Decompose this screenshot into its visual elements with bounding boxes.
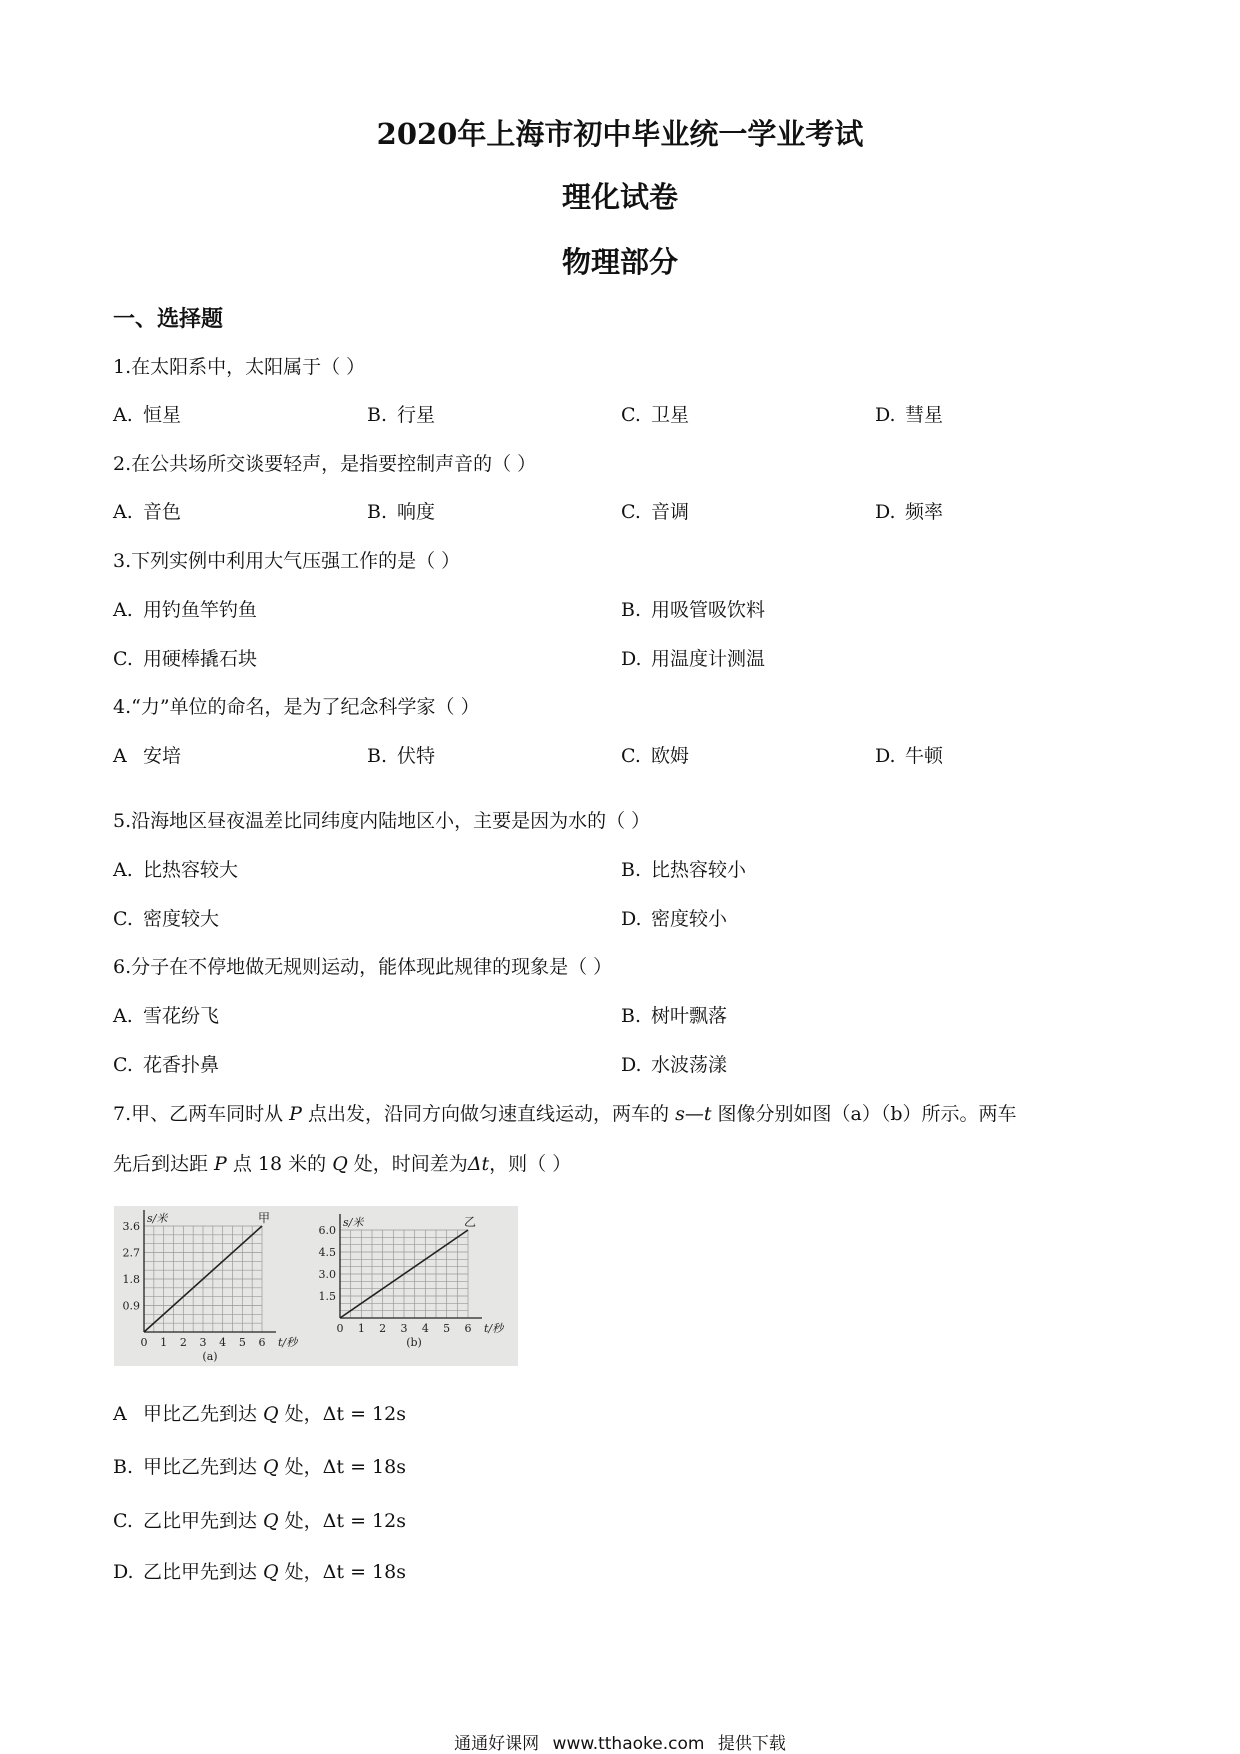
chart-b-x-label: t/秒: [484, 1322, 504, 1335]
q2-option-c: C. 音调: [621, 501, 690, 523]
question-7-stem-line2: 先后到达距 P 点 18 米的 Q 处，时间差为Δt，则（ ）: [113, 1153, 572, 1175]
chart-a-y-label: s/米: [147, 1212, 168, 1225]
question-4-stem: 4.“力”单位的命名，是为了纪念科学家（ ）: [113, 696, 480, 718]
chart-b-y-tick: 1.5: [318, 1290, 336, 1303]
question-6-stem: 6.分子在不停地做无规则运动，能体现此规律的现象是（ ）: [113, 956, 613, 978]
footer-url[interactable]: www.tthaoke.com: [552, 1734, 705, 1754]
chart-b-x-tick: 1: [357, 1322, 365, 1335]
chart-a-x-tick: 5: [238, 1336, 246, 1349]
question-7-stem-line1: 7.甲、乙两车同时从 P 点出发，沿同方向做匀速直线运动，两车的 s—t 图像分别如图（a）（b）所示。两车: [113, 1103, 1017, 1125]
q7-option-a: A 甲比乙先到达 Q 处，Δt = 12s: [113, 1403, 406, 1425]
q4-option-d: D. 牛顿: [875, 745, 944, 767]
chart-b-x-tick: 2: [379, 1322, 387, 1335]
page-footer: [0, 1729, 1240, 1754]
q5-option-c: C. 密度较大: [113, 908, 220, 930]
q1-option-c: C. 卫星: [621, 404, 690, 426]
q4-option-a: A 安培: [113, 745, 182, 767]
chart-a-x-label: t/秒: [278, 1336, 298, 1349]
chart-b-x-tick: 5: [443, 1322, 451, 1335]
chart-b-series-label: 乙: [464, 1215, 477, 1229]
chart-b-x-tick: 4: [421, 1322, 429, 1335]
question-3-stem: 3.下列实例中利用大气压强工作的是（ ）: [113, 550, 461, 572]
chart-b-y-label: s/米: [343, 1216, 364, 1229]
question-2-stem: 2.在公共场所交谈要轻声，是指要控制声音的（ ）: [113, 453, 537, 475]
chart-a-x-tick: 6: [258, 1336, 266, 1349]
q7-option-b: B. 甲比乙先到达 Q 处，Δt = 18s: [113, 1456, 406, 1478]
q5-option-a: A. 比热容较大: [113, 859, 239, 881]
question-5-stem: 5.沿海地区昼夜温差比同纬度内陆地区小，主要是因为水的（ ）: [113, 810, 651, 832]
chart-a-x-tick: 0: [140, 1336, 148, 1349]
chart-b-x-tick: 3: [400, 1322, 408, 1335]
chart-b-caption: (b): [406, 1336, 422, 1349]
q3-option-b: B. 用吸管吸饮料: [621, 599, 766, 621]
question-1-stem: 1.在太阳系中，太阳属于（ ）: [113, 356, 366, 378]
q1-option-b: B. 行星: [367, 404, 436, 426]
st-graphs: [114, 1206, 518, 1366]
q2-option-b: B. 响度: [367, 501, 436, 523]
q2-option-a: A. 音色: [113, 501, 182, 523]
chart-a-y-tick: 2.7: [122, 1246, 140, 1260]
q7-figure: [114, 1206, 518, 1366]
footer-site: 通通好课网: [454, 1734, 540, 1754]
q4-option-c: C. 欧姆: [621, 745, 690, 767]
footer-note: 提供下载: [717, 1734, 786, 1754]
chart-a-caption: (a): [202, 1350, 218, 1363]
q6-option-d: D. 水波荡漾: [621, 1054, 728, 1076]
q4-option-b: B. 伏特: [367, 745, 436, 767]
q5-option-d: D. 密度较小: [621, 908, 728, 930]
q6-option-c: C. 花香扑鼻: [113, 1054, 220, 1076]
chart-a-series-label: 甲: [258, 1211, 271, 1225]
chart-b-x-tick: 6: [464, 1322, 472, 1335]
q1-option-a: A. 恒星: [113, 404, 182, 426]
chart-a-x-tick: 2: [179, 1336, 187, 1349]
chart-b-y-tick: 6.0: [318, 1224, 336, 1237]
paper-subtitle: 理化试卷: [561, 180, 678, 214]
chart-b-y-tick: 4.5: [318, 1246, 336, 1259]
chart-a-y-tick: 3.6: [122, 1220, 140, 1233]
section-part: 物理部分: [561, 245, 678, 279]
exam-title: 2020年上海市初中毕业统一学业考试: [376, 117, 864, 151]
q7-option-c: C. 乙比甲先到达 Q 处，Δt = 12s: [113, 1510, 406, 1532]
chart-a-y-tick: 1.8: [122, 1273, 140, 1286]
q2-option-d: D. 频率: [875, 501, 944, 523]
q3-option-d: D. 用温度计测温: [621, 648, 766, 670]
q1-option-d: D. 彗星: [875, 404, 944, 426]
q6-option-b: B. 树叶飘落: [621, 1005, 728, 1027]
chart-a-y-tick: 0.9: [122, 1299, 140, 1313]
q3-option-c: C. 用硬棒撬石块: [113, 648, 258, 670]
chart-a-x-tick: 4: [219, 1336, 227, 1349]
chart-b-x-tick: 0: [336, 1322, 344, 1335]
q6-option-a: A. 雪花纷飞: [113, 1005, 220, 1027]
chart-a-x-tick: 3: [199, 1336, 207, 1349]
q7-option-d: D. 乙比甲先到达 Q 处，Δt = 18s: [113, 1561, 406, 1583]
q3-option-a: A. 用钓鱼竿钓鱼: [113, 599, 258, 621]
section-heading: 一、选择题: [113, 306, 224, 332]
chart-b-y-tick: 3.0: [318, 1268, 336, 1281]
q5-option-b: B. 比热容较小: [621, 859, 747, 881]
chart-a-x-tick: 1: [160, 1336, 168, 1349]
